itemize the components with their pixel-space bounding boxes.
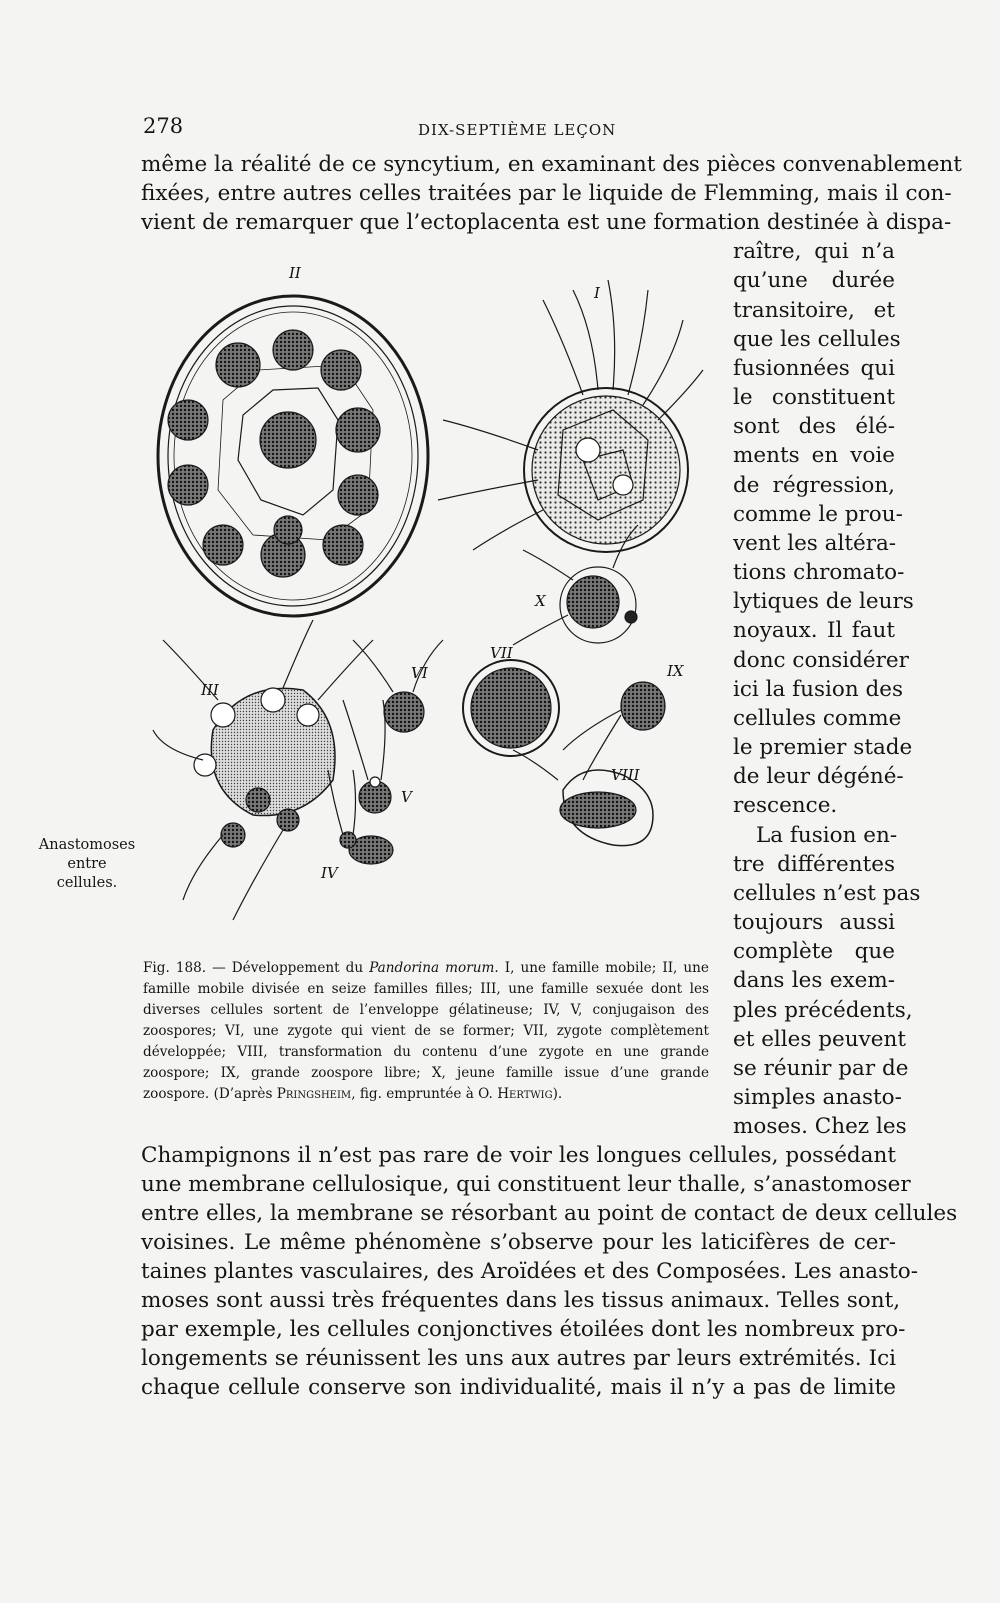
caption-text: Développement du bbox=[231, 960, 370, 976]
caption-fig-label: Fig. 188. bbox=[143, 960, 207, 976]
figure-label: VII bbox=[490, 644, 513, 662]
running-head: DIX-SEPTIÈME LEÇON bbox=[418, 121, 617, 139]
figure-label: III bbox=[201, 681, 219, 699]
column-line: dans les exem- bbox=[733, 968, 895, 993]
figure-label: X bbox=[535, 592, 546, 610]
colony-II bbox=[158, 296, 428, 616]
column-line: le constituent bbox=[733, 385, 895, 410]
figure-label: IX bbox=[667, 662, 684, 680]
body-line: Champignons il n’est pas rare de voir les longues cellules, possédant bbox=[141, 1143, 896, 1168]
column-line: tions chromato- bbox=[733, 560, 905, 585]
page-number: 278 bbox=[143, 114, 184, 138]
column-line: qu’une durée bbox=[733, 268, 895, 293]
column-line: transitoire, et bbox=[733, 298, 895, 323]
figure-label: VI bbox=[411, 664, 428, 682]
column-line: sont des élé- bbox=[733, 414, 895, 439]
pandorina-figure bbox=[143, 260, 709, 950]
column-line: cellules n’est pas bbox=[733, 881, 921, 906]
column-line: moses. Chez les bbox=[733, 1114, 907, 1139]
column-line: simples anasto- bbox=[733, 1085, 902, 1110]
margin-note bbox=[28, 836, 146, 893]
column-line: se réunir par de bbox=[733, 1056, 909, 1081]
body-line: fixées, entre autres celles traitées par le liquide de Flemming, mais il con- bbox=[141, 181, 952, 206]
figure-label: II bbox=[289, 264, 301, 282]
body-line: chaque cellule conserve son individualité, mais il n’y a pas de limite bbox=[141, 1375, 896, 1400]
caption-author: Hertwig bbox=[497, 1086, 553, 1102]
column-line: tre différentes bbox=[733, 852, 895, 877]
column-line: La fusion en- bbox=[756, 823, 898, 848]
zygote-VIII bbox=[513, 750, 653, 846]
body-line: par exemple, les cellules conjonctives étoilées dont les nombreux pro- bbox=[141, 1317, 906, 1342]
colony-III bbox=[153, 620, 373, 920]
caption-author: Pringsheim bbox=[276, 1086, 352, 1102]
figure-caption bbox=[143, 958, 709, 1105]
column-line: ments en voie bbox=[733, 443, 895, 468]
column-line: et elles peuvent bbox=[733, 1027, 906, 1052]
body-line: même la réalité de ce syncytium, en examinant des pièces convenablement bbox=[141, 152, 962, 177]
margin-note-line: entre bbox=[67, 856, 107, 872]
column-line: vent les altéra- bbox=[733, 531, 897, 556]
column-line: fusionnées qui bbox=[733, 356, 895, 381]
caption-text: ). bbox=[552, 1086, 563, 1102]
column-line: de régression, bbox=[733, 473, 895, 498]
body-line: une membrane cellulosique, qui constituent leur thalle, s’anastomoser bbox=[141, 1172, 911, 1197]
column-line: ples précédents, bbox=[733, 998, 913, 1023]
column-line: le premier stade bbox=[733, 735, 913, 760]
body-line: longements se réunissent les uns aux autres par leurs extrémités. Ici bbox=[141, 1346, 896, 1371]
column-line: ici la fusion des bbox=[733, 677, 904, 702]
column-line: rescence. bbox=[733, 793, 838, 818]
conjugation-V bbox=[343, 700, 391, 813]
margin-note-line: cellules. bbox=[56, 875, 118, 891]
column-line: cellules comme bbox=[733, 706, 902, 731]
margin-note-line: Anastomoses bbox=[38, 837, 136, 853]
body-line: entre elles, la membrane se résorbant au point de contact de deux cellules bbox=[141, 1201, 958, 1226]
figure-label: IV bbox=[321, 864, 338, 882]
figure-label: VIII bbox=[611, 766, 640, 784]
caption-dash: — bbox=[206, 960, 232, 976]
body-line: vient de remarquer que l’ectoplacenta est une formation destinée à dispa- bbox=[141, 210, 952, 235]
column-line: de leur dégéné- bbox=[733, 764, 904, 789]
column-line: lytiques de leurs bbox=[733, 589, 914, 614]
column-line: noyaux. Il faut bbox=[733, 618, 895, 643]
column-line: complète que bbox=[733, 939, 895, 964]
figure-label: I bbox=[594, 284, 600, 302]
caption-text: I, une famille mobile; II, une famille mobile divisée en seize familles filles; III, une famille sexuée dont les diverses cellules sortent de l’enveloppe gélatineuse; IV, V, conjugaison des zoospores; VI, une zygote qui vient de se former; VII, zygote complètement développée; VIII, transformation du contenu d’une zygote en une grande zoospore; IX, grande zoospore libre; X, jeune famille issue d’une grande zoospore. (D’après bbox=[143, 960, 709, 1102]
zygote-VI bbox=[353, 640, 443, 732]
column-line: comme le prou- bbox=[733, 502, 903, 527]
column-line: raître, qui n’a bbox=[733, 239, 895, 264]
colony-I bbox=[438, 280, 703, 552]
caption-species: Pandorina morum. bbox=[369, 960, 499, 976]
column-line: donc considérer bbox=[733, 648, 909, 673]
body-line: taines plantes vasculaires, des Aroïdées et des Composées. Les anasto- bbox=[141, 1259, 918, 1284]
figure-label: V bbox=[401, 788, 412, 806]
column-line: toujours aussi bbox=[733, 910, 895, 935]
column-line: que les cellules bbox=[733, 327, 901, 352]
zygote-VII bbox=[463, 660, 559, 756]
body-line: moses sont aussi très fréquentes dans les tissus animaux. Telles sont, bbox=[141, 1288, 901, 1313]
body-line: voisines. Le même phénomène s’observe pour les laticifères de cer- bbox=[141, 1230, 896, 1255]
caption-text: , fig. empruntée à O. bbox=[351, 1086, 498, 1102]
